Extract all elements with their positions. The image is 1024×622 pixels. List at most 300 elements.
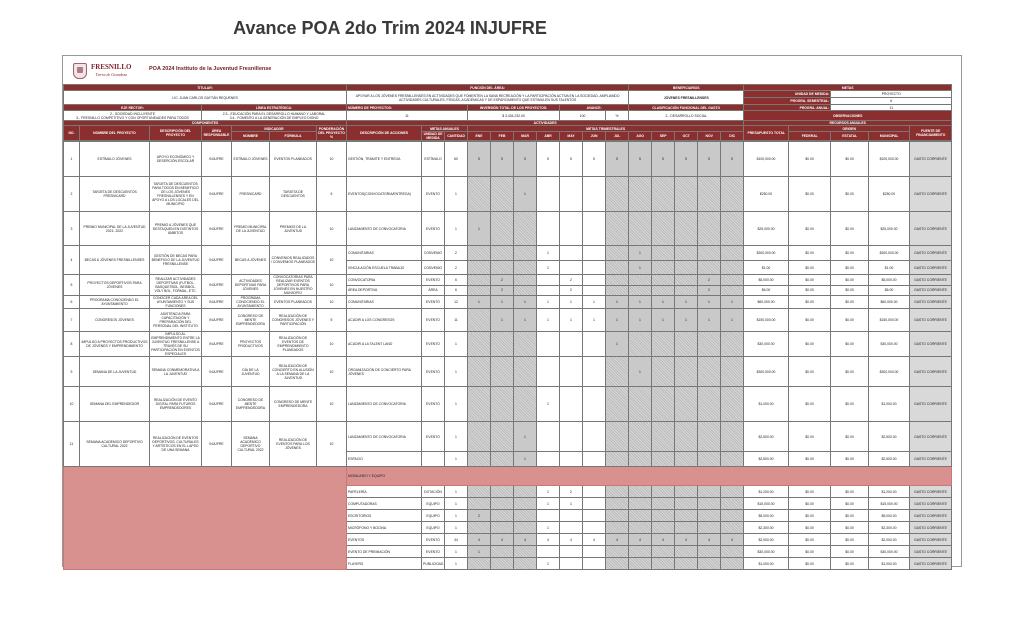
semestral-label: PROGRA. SEMESTRAL: xyxy=(744,98,831,105)
metas-label: METAS xyxy=(744,85,952,91)
budget-estatal: $0.00 xyxy=(831,558,869,570)
funding-source: GASTO CORRIENTE xyxy=(910,177,952,212)
month-cell-feb xyxy=(491,422,514,452)
project-number: 4 xyxy=(64,246,80,275)
month-cell-sep: 1 xyxy=(652,309,675,332)
month-cell-jun xyxy=(583,498,606,510)
month-cell-sep xyxy=(652,357,675,387)
avance-label: AVANCE: xyxy=(560,105,629,111)
budget-total: $15,000.00 xyxy=(744,498,789,510)
month-cell-sep xyxy=(652,246,675,261)
month-cell-jul: 1 xyxy=(606,296,629,309)
budget-municipal: $100,000.00 xyxy=(869,142,910,177)
col-month-feb: FEB xyxy=(491,132,514,141)
action-description: ÁREA DEPORTIVA xyxy=(347,285,422,296)
month-cell-nov: 2 xyxy=(698,285,721,296)
budget-federal: $0.00 xyxy=(789,212,831,246)
municipal-seal-icon xyxy=(73,63,87,79)
month-cell-abr: 1 xyxy=(537,558,560,570)
budget-municipal: $2,300.00 xyxy=(869,522,910,534)
action-description: COMPUTADORAS xyxy=(347,498,422,510)
col-month-oct: OCT xyxy=(675,132,698,141)
indicator-formula: REALIZACIÓN DE CONCIERTO EN ALUSIÓN A LA SEMANA DE LA JUVENTUD xyxy=(270,357,317,387)
indicator-formula: REALIZACIÓN DE CONGRESOS JÓVENES Y PARTICIPACIÓN xyxy=(270,309,317,332)
mobiliario-block xyxy=(64,467,347,570)
budget-estatal: $0.00 xyxy=(831,285,869,296)
budget-federal: $0.00 xyxy=(789,522,831,534)
budget-federal: $0.00 xyxy=(789,177,831,212)
project-number: 2 xyxy=(64,177,80,212)
col-month-dic: DIC xyxy=(721,132,744,141)
anual-label: PROGRA. ANUAL: xyxy=(744,105,831,111)
month-cell-mar: 1 xyxy=(514,452,537,467)
month-cell-nov xyxy=(698,558,721,570)
logo-text: FRESNILLO xyxy=(91,63,132,71)
annual-quantity: 1 xyxy=(445,332,468,357)
funding-source: GASTO CORRIENTE xyxy=(910,309,952,332)
budget-federal: $0.00 xyxy=(789,246,831,261)
unit-of-measure: EVENTO xyxy=(422,177,445,212)
month-cell-mar xyxy=(514,510,537,522)
table-row xyxy=(64,275,952,286)
annual-quantity: 1 xyxy=(445,422,468,452)
budget-estatal: $0.00 xyxy=(831,522,869,534)
month-cell-ene: 1 xyxy=(468,212,491,246)
responsible-area: INJUFRE xyxy=(202,422,232,467)
month-cell-dic xyxy=(721,498,744,510)
project-number: 8 xyxy=(64,332,80,357)
unit-of-measure: EVENTO xyxy=(422,546,445,558)
month-cell-feb xyxy=(491,452,514,467)
month-cell-jun: 5 xyxy=(583,142,606,177)
unit-of-measure: EVENTO xyxy=(422,296,445,309)
month-cell-sep xyxy=(652,452,675,467)
month-cell-mar xyxy=(514,275,537,286)
month-cell-jul: 1 xyxy=(606,332,629,357)
funding-source: GASTO CORRIENTE xyxy=(910,357,952,387)
month-cell-jul xyxy=(606,212,629,246)
month-cell-oct xyxy=(675,522,698,534)
indicator-formula: CONGRESO DE MENTE EMPRENDEDORA xyxy=(270,387,317,422)
annual-quantity: 1 xyxy=(445,387,468,422)
funding-source: GASTO CORRIENTE xyxy=(910,246,952,261)
project-weight: 10 xyxy=(317,357,347,387)
month-cell-oct xyxy=(675,558,698,570)
action-description: EVENTOS xyxy=(347,534,422,546)
month-cell-feb xyxy=(491,498,514,510)
budget-municipal: $300,000.00 xyxy=(869,357,910,387)
month-cell-abr: 1 xyxy=(537,309,560,332)
observaciones-label: OBSERVACIONES xyxy=(744,111,952,121)
indicator-formula: REALIZACIÓN DE EVENTOS PARA LOS JÓVENES xyxy=(270,422,317,467)
col-month-ene: ENE xyxy=(468,132,491,141)
inversion-label: INVERSIÓN TOTAL DE LOS PROYECTOS: xyxy=(468,105,560,111)
unit-of-measure: EQUIPO xyxy=(422,522,445,534)
col-metas-anuales: METAS ANUALES xyxy=(422,126,468,132)
month-cell-nov xyxy=(698,510,721,522)
col-month-nov: NOV xyxy=(698,132,721,141)
budget-federal: $0.00 xyxy=(789,510,831,522)
month-cell-ago: 5 xyxy=(629,142,652,177)
logo xyxy=(73,59,138,83)
month-cell-mar xyxy=(514,486,537,498)
action-description: PAPELERÍA xyxy=(347,486,422,498)
project-description: CONOCER CADA ÁREA DEL AYUNTAMIENTO Y SUS FUNCIONES xyxy=(150,296,202,309)
col-federal: FEDERAL xyxy=(789,132,831,141)
month-cell-feb xyxy=(491,212,514,246)
month-cell-sep: 5 xyxy=(652,142,675,177)
month-cell-may xyxy=(560,558,583,570)
budget-federal: $0.00 xyxy=(789,285,831,296)
col-estatal: ESTATAL xyxy=(831,132,869,141)
month-cell-may xyxy=(560,212,583,246)
month-cell-feb xyxy=(491,546,514,558)
month-cell-sep xyxy=(652,275,675,286)
budget-total: $30,000.00 xyxy=(744,332,789,357)
month-cell-nov xyxy=(698,332,721,357)
month-cell-feb: 1 xyxy=(491,309,514,332)
responsible-area: INJUFRE xyxy=(202,309,232,332)
annual-quantity: 1 xyxy=(445,452,468,467)
month-cell-jun xyxy=(583,261,606,275)
month-cell-ene xyxy=(468,452,491,467)
month-cell-dic xyxy=(721,261,744,275)
project-description: REALIZAR ACTIVIDADES DEPORTIVAS (FUTBOL, BASQUETBOL, BEISBOL, VOLY BOL, FORMAL, ETC. xyxy=(150,275,202,296)
month-cell-nov xyxy=(698,177,721,212)
action-description: VINCULACIÓN ESCUELA TRABAJO xyxy=(347,261,422,275)
budget-total: $150,000.00 xyxy=(744,309,789,332)
month-cell-oct xyxy=(675,387,698,422)
month-cell-ene xyxy=(468,498,491,510)
unit-of-measure: DOTACIÓN xyxy=(422,486,445,498)
col-month-ago: AGO xyxy=(629,132,652,141)
month-cell-dic xyxy=(721,522,744,534)
month-cell-ago xyxy=(629,332,652,357)
month-cell-jul xyxy=(606,177,629,212)
budget-estatal: $0.00 xyxy=(831,486,869,498)
month-cell-mar xyxy=(514,261,537,275)
spreadsheet xyxy=(62,55,962,567)
funcion-value: APOYAR A LOS JÓVENES FRESNILLENSES EN ACTIVIDADES QUE FOMENTEN LA SANA RECREACIÓN Y LA PARTICIPACIÓN ACTIVA EN LA SOCIEDAD, AMPLIANDO ACTIVIDADES CULTURALES, FÍSICAS, ACADÉMICAS Y DE ESPARCIMIENTO QUE ESTIMULEN SUS TALENTOS xyxy=(347,91,629,105)
month-cell-dic xyxy=(721,546,744,558)
month-cell-may: 1 xyxy=(560,498,583,510)
project-description: IMPULSO AL EMPRENDIMIENTO ENTRE LA JUVENTUD FRESNILLENSE A TRAVÉS DE SU PARTICIPACIÓN EN EVENTOS ESPECIALES xyxy=(151,332,200,356)
indicator-name: CONGRESO DE MENTE EMPRENDEDORA xyxy=(232,309,270,332)
month-cell-jun xyxy=(583,546,606,558)
budget-federal: $0.00 xyxy=(789,558,831,570)
unit-of-measure: EVENTO xyxy=(422,275,445,286)
col-month-sep: SEP xyxy=(652,132,675,141)
responsible-area: INJUFRE xyxy=(202,332,232,357)
anual-value: 11 xyxy=(831,105,952,111)
month-cell-ene xyxy=(468,285,491,296)
project-weight: 10 xyxy=(317,142,347,177)
month-cell-nov xyxy=(698,498,721,510)
month-cell-sep xyxy=(652,387,675,422)
month-cell-mar xyxy=(514,498,537,510)
month-cell-oct xyxy=(675,212,698,246)
unit-of-measure: EVENTO xyxy=(422,357,445,387)
org-title: POA 2024 Instituto de la Juventud Fresnillense xyxy=(149,66,272,72)
unit-of-measure: EVENTO xyxy=(422,309,445,332)
budget-municipal: $150,000.00 xyxy=(869,309,910,332)
month-cell-oct xyxy=(675,486,698,498)
month-cell-abr xyxy=(537,285,560,296)
project-name: CONGRESOS JÓVENES xyxy=(80,309,150,332)
unit-of-measure: CONVENIO xyxy=(422,261,445,275)
budget-estatal: $0.00 xyxy=(831,177,869,212)
month-cell-feb xyxy=(491,510,514,522)
budget-total: $100,000.00 xyxy=(744,142,789,177)
unit-of-measure: ÁREA xyxy=(422,285,445,296)
funding-source: GASTO CORRIENTE xyxy=(910,452,952,467)
budget-municipal: $15,000.00 xyxy=(869,498,910,510)
month-cell-ago: 1 xyxy=(629,261,652,275)
month-cell-feb xyxy=(491,522,514,534)
numero-label: NÚMERO DE PROYECTOS: xyxy=(347,105,468,111)
month-cell-jun xyxy=(583,357,606,387)
col-metas-trim: METAS TRIMESTRALES xyxy=(468,126,744,132)
month-cell-oct: 1 xyxy=(675,309,698,332)
month-cell-feb: 2 xyxy=(491,275,514,286)
budget-municipal: $5,000.00 xyxy=(869,275,910,286)
col-municipal: MUNICIPAL xyxy=(869,132,910,141)
month-cell-oct xyxy=(675,510,698,522)
budget-total: $300,000.00 xyxy=(744,246,789,261)
month-cell-may xyxy=(560,546,583,558)
indicator-name: CONGRESO DE MENTE EMPRENDEDORA xyxy=(232,387,270,422)
avance-unit: % xyxy=(606,111,629,121)
month-cell-abr: 1 xyxy=(537,261,560,275)
month-cell-abr xyxy=(537,357,560,387)
month-cell-nov xyxy=(698,246,721,261)
project-name: SEMANA DEL EMPRENDEDOR xyxy=(80,387,150,422)
budget-estatal: $0.00 xyxy=(831,422,869,452)
indicator-formula: PREMIOS DE LA JUVENTUD xyxy=(270,212,317,246)
col-nombre: NOMBRE DEL PROYECTO xyxy=(80,126,150,141)
eje-value-1: 2.- SOCIEDAD INCLUYENTE xyxy=(109,111,156,116)
project-description: SEMANA CONMEMORATIVA A LA JUVENTUD xyxy=(150,357,202,387)
month-cell-feb xyxy=(491,246,514,261)
project-name: PROGRAMA CONOCIENDO EL AYUNTAMIENTO xyxy=(80,296,150,309)
budget-estatal: $0.00 xyxy=(831,452,869,467)
annual-quantity: 12 xyxy=(445,296,468,309)
project-weight: 10 xyxy=(317,332,347,357)
month-cell-sep xyxy=(652,261,675,275)
project-name: PREMIO MUNICIPAL DE LA JUVENTUD 2021- 2022 xyxy=(80,212,150,246)
month-cell-dic xyxy=(721,332,744,357)
month-cell-oct xyxy=(675,275,698,286)
budget-municipal: $1,000.00 xyxy=(869,387,910,422)
project-weight: 5 xyxy=(317,309,347,332)
budget-federal: $0.00 xyxy=(789,422,831,452)
month-cell-may: 4 xyxy=(560,534,583,546)
unit-of-measure: EVENTO xyxy=(422,422,445,452)
month-cell-nov: 1 xyxy=(698,309,721,332)
month-cell-feb xyxy=(491,261,514,275)
month-cell-dic xyxy=(721,275,744,286)
table-row xyxy=(64,357,952,387)
unit-of-measure: EQUIPO xyxy=(422,510,445,522)
budget-municipal: $1,000.00 xyxy=(869,558,910,570)
month-cell-may: 1 xyxy=(560,296,583,309)
page-title: Avance POA 2do Trim 2024 INJUFRE xyxy=(233,18,547,38)
month-cell-may xyxy=(560,332,583,357)
month-cell-ago xyxy=(629,558,652,570)
month-cell-jun xyxy=(583,285,606,296)
linea-value-2: 3.4.- FOMENTO A LA GENERACIÓN DE EMPLEO DIGNO xyxy=(229,115,319,120)
indicator-name: PREMIO MUNICIPAL DE LA JUVENTUD xyxy=(232,212,270,246)
budget-total: $250.00 xyxy=(744,177,789,212)
logo-subtext: Tierra de Grandeza xyxy=(95,72,128,77)
month-cell-nov xyxy=(698,261,721,275)
indicator-formula: EVENTOS PLANEADOS xyxy=(270,296,317,309)
funding-source: GASTO CORRIENTE xyxy=(910,212,952,246)
month-cell-may xyxy=(560,357,583,387)
month-cell-jul xyxy=(606,522,629,534)
month-cell-mar: 1 xyxy=(514,422,537,452)
month-cell-sep: 4 xyxy=(652,534,675,546)
annual-quantity: 6 xyxy=(445,285,468,296)
funding-source: GASTO CORRIENTE xyxy=(910,261,952,275)
month-cell-jul xyxy=(606,558,629,570)
funding-source: GASTO CORRIENTE xyxy=(910,422,952,452)
month-cell-nov xyxy=(698,546,721,558)
month-cell-ene: 1 xyxy=(468,546,491,558)
actividades-label: ACTIVIDADES xyxy=(347,121,744,126)
budget-estatal: $0.00 xyxy=(831,296,869,309)
funding-source: GASTO CORRIENTE xyxy=(910,546,952,558)
col-total: PRESUPUESTO TOTAL xyxy=(744,126,789,141)
avance-value: 100 xyxy=(560,111,606,121)
annual-quantity: 1 xyxy=(445,486,468,498)
annual-quantity: 1 xyxy=(445,546,468,558)
unit-of-measure: EVENTO xyxy=(422,332,445,357)
project-name: SEMANA DE LA JUVENTUD xyxy=(80,357,150,387)
project-description: PREMIO A JÓVENES QUE DESTAQUEN EN DISTINTOS ÁMBITOS xyxy=(150,212,202,246)
unit-of-measure: EVENTO xyxy=(422,534,445,546)
month-cell-ene: 2 xyxy=(468,510,491,522)
action-description: EVENTO DE PREMIACIÓN xyxy=(347,546,422,558)
month-cell-jun xyxy=(583,332,606,357)
budget-federal: $0.00 xyxy=(789,387,831,422)
month-cell-dic xyxy=(721,357,744,387)
action-description: GESTIÓN, TRÁMITE Y ENTREGA xyxy=(347,142,422,177)
month-cell-dic xyxy=(721,212,744,246)
responsible-area: INJUFRE xyxy=(202,296,232,309)
table-row xyxy=(64,422,952,452)
month-cell-jun: 1 xyxy=(583,309,606,332)
project-number: 11 xyxy=(64,422,80,467)
month-cell-dic xyxy=(721,285,744,296)
month-cell-jul xyxy=(606,261,629,275)
month-cell-sep xyxy=(652,422,675,452)
month-cell-abr: 1 xyxy=(537,486,560,498)
month-cell-ago xyxy=(629,387,652,422)
month-cell-ene xyxy=(468,387,491,422)
funding-source: GASTO CORRIENTE xyxy=(910,510,952,522)
month-cell-jun xyxy=(583,422,606,452)
responsible-area: INJUFRE xyxy=(202,357,232,387)
month-cell-jun: 1 xyxy=(583,296,606,309)
annual-quantity: 1 xyxy=(445,510,468,522)
month-cell-jul xyxy=(606,510,629,522)
month-cell-nov xyxy=(698,212,721,246)
month-cell-jul: 1 xyxy=(606,309,629,332)
month-cell-oct xyxy=(675,177,698,212)
month-cell-oct xyxy=(675,246,698,261)
month-cell-ago: 1 xyxy=(629,246,652,261)
action-description: EVENTOS(CONVOCATORIA/ENTREGA) xyxy=(347,177,422,212)
month-cell-abr: 1 xyxy=(537,387,560,422)
unit-of-measure: EQUIPO xyxy=(422,498,445,510)
budget-estatal: $0.00 xyxy=(831,387,869,422)
month-cell-mar xyxy=(514,546,537,558)
budget-municipal: $30,000.00 xyxy=(869,332,910,357)
month-cell-sep xyxy=(652,522,675,534)
project-weight: 10 xyxy=(317,296,347,309)
unit-of-measure: EVENTO xyxy=(422,212,445,246)
budget-federal: $0.00 xyxy=(789,357,831,387)
budget-estatal: $0.00 xyxy=(831,332,869,357)
budget-federal: $0.00 xyxy=(789,275,831,286)
month-cell-sep xyxy=(652,486,675,498)
month-cell-mar xyxy=(514,212,537,246)
budget-estatal: $0.00 xyxy=(831,261,869,275)
month-cell-dic: 1 xyxy=(721,309,744,332)
annual-quantity: 1 xyxy=(445,177,468,212)
month-cell-feb xyxy=(491,387,514,422)
budget-total: $300,000.00 xyxy=(744,357,789,387)
budget-estatal: $0.00 xyxy=(831,246,869,261)
action-description: LANZAMIENTO DE CONVOCATORIA xyxy=(347,422,422,452)
responsible-area: INJUFRE xyxy=(202,246,232,275)
project-weight: 10 xyxy=(317,422,347,467)
annual-quantity: 11 xyxy=(445,309,468,332)
month-cell-jul: 4 xyxy=(606,534,629,546)
col-month-jun: JUN xyxy=(583,132,606,141)
budget-total: $1,000.00 xyxy=(744,387,789,422)
unit-of-measure xyxy=(422,452,445,467)
col-indicador: INDICADOR xyxy=(232,126,317,132)
month-cell-jun xyxy=(583,275,606,286)
month-cell-feb xyxy=(491,486,514,498)
month-cell-ene xyxy=(468,558,491,570)
clasif-value: 2.- DESARROLLO SOCIAL xyxy=(629,111,744,121)
month-cell-mar xyxy=(514,522,537,534)
month-cell-may xyxy=(560,246,583,261)
table-row xyxy=(64,177,952,212)
responsible-area: INJUFRE xyxy=(202,212,232,246)
header-table xyxy=(63,84,952,141)
month-cell-abr xyxy=(537,332,560,357)
indicator-name: SEMANA ACADÉMICO DEPORTIVO CULTURAL 2022 xyxy=(232,422,270,467)
month-cell-may: 1 xyxy=(560,309,583,332)
project-weight: 10 xyxy=(317,275,347,296)
numero-value: 11 xyxy=(347,111,468,121)
indicator-name: PROGRAMA CONOCIENDO EL AYUNTAMIENTO xyxy=(232,296,270,309)
project-number: 1 xyxy=(64,142,80,177)
indicator-name: DÍA DE LA JUVENTUD xyxy=(232,357,270,387)
col-descripcion: DESCRIPCIÓN DEL PROYECTO xyxy=(150,126,202,141)
project-number: 9 xyxy=(64,357,80,387)
month-cell-jun xyxy=(583,387,606,422)
action-description: ACUDIR A LOS CONGRESOS xyxy=(347,309,422,332)
budget-total: $2,300.00 xyxy=(744,522,789,534)
month-cell-feb: 4 xyxy=(491,534,514,546)
annual-quantity: 60 xyxy=(445,142,468,177)
unit-of-measure: ESTÍMULO xyxy=(422,142,445,177)
